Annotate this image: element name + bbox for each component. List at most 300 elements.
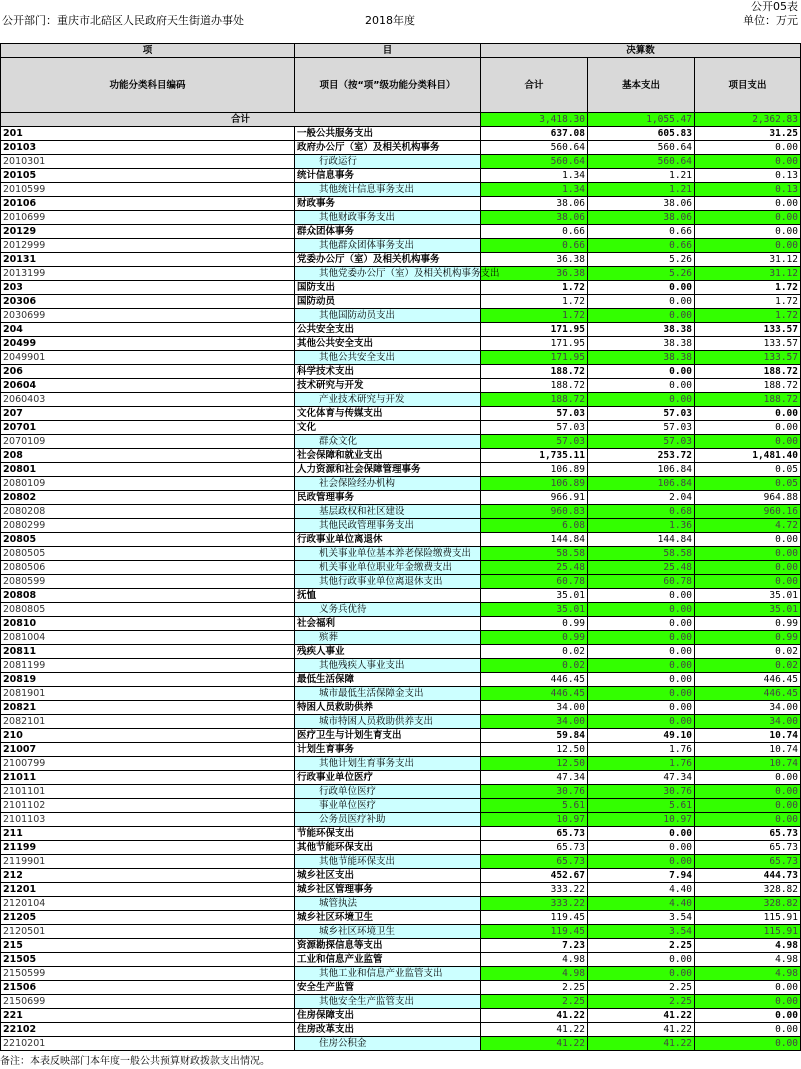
basic-cell: 38.38 — [588, 337, 695, 351]
code-cell: 215 — [1, 939, 295, 953]
item-name-cell: 城乡社区环境卫生 — [295, 925, 481, 939]
project-cell: 0.00 — [695, 1009, 801, 1023]
item-name-cell: 统计信息事务 — [295, 169, 481, 183]
total-cell: 36.38 — [481, 253, 588, 267]
item-name-cell: 医疗卫生与计划生育支出 — [295, 729, 481, 743]
basic-cell: 0.00 — [588, 379, 695, 393]
code-cell: 221 — [1, 1009, 295, 1023]
basic-cell: 57.03 — [588, 435, 695, 449]
basic-cell: 0.00 — [588, 631, 695, 645]
project-cell: 0.00 — [695, 211, 801, 225]
item-name-cell: 资源勘探信息等支出 — [295, 939, 481, 953]
column-header-row — [1, 58, 801, 113]
basic-cell: 38.06 — [588, 197, 695, 211]
project-cell: 0.00 — [695, 981, 801, 995]
item-name-cell: 住房改革支出 — [295, 1023, 481, 1037]
code-cell: 2082101 — [1, 715, 295, 729]
basic-cell: 0.00 — [588, 589, 695, 603]
total-cell: 0.02 — [481, 645, 588, 659]
basic-cell: 5.61 — [588, 799, 695, 813]
table-row — [1, 715, 801, 729]
total-cell: 1.34 — [481, 169, 588, 183]
project-cell: 31.12 — [695, 253, 801, 267]
total-cell: 119.45 — [481, 911, 588, 925]
project-cell: 34.00 — [695, 715, 801, 729]
table-row — [1, 827, 801, 841]
code-cell: 211 — [1, 827, 295, 841]
project-cell: 0.00 — [695, 771, 801, 785]
basic-cell: 0.00 — [588, 281, 695, 295]
total-cell: 25.48 — [481, 561, 588, 575]
code-cell: 20819 — [1, 673, 295, 687]
basic-cell: 38.38 — [588, 351, 695, 365]
basic-cell: 2.25 — [588, 995, 695, 1009]
table-row — [1, 435, 801, 449]
total-cell: 57.03 — [481, 407, 588, 421]
code-cell: 212 — [1, 869, 295, 883]
item-name-cell: 其他党委办公厅（室）及相关机构事务支出 — [295, 267, 481, 281]
total-cell: 41.22 — [481, 1009, 588, 1023]
table-row — [1, 183, 801, 197]
project-cell: 1,481.40 — [695, 449, 801, 463]
table-row — [1, 673, 801, 687]
basic-cell: 38.38 — [588, 323, 695, 337]
code-cell: 2101103 — [1, 813, 295, 827]
total-cell: 188.72 — [481, 393, 588, 407]
basic-cell: 0.00 — [588, 603, 695, 617]
project-cell: 1.72 — [695, 309, 801, 323]
basic-cell: 0.00 — [588, 295, 695, 309]
total-cell: 106.89 — [481, 463, 588, 477]
basic-cell: 0.00 — [588, 953, 695, 967]
code-cell: 21506 — [1, 981, 295, 995]
code-cell: 2210201 — [1, 1037, 295, 1051]
table-row — [1, 939, 801, 953]
table-row — [1, 393, 801, 407]
basic-cell: 2.04 — [588, 491, 695, 505]
basic-cell: 0.00 — [588, 617, 695, 631]
table-row — [1, 659, 801, 673]
code-cell: 2013199 — [1, 267, 295, 281]
item-name-cell: 抚恤 — [295, 589, 481, 603]
basic-cell: 0.66 — [588, 225, 695, 239]
table-row — [1, 967, 801, 981]
code-cell: 20306 — [1, 295, 295, 309]
item-name-cell: 科学技术支出 — [295, 365, 481, 379]
code-cell: 2049901 — [1, 351, 295, 365]
code-cell: 20805 — [1, 533, 295, 547]
table-row — [1, 869, 801, 883]
project-cell: 0.05 — [695, 463, 801, 477]
table-row — [1, 771, 801, 785]
code-cell: 2010599 — [1, 183, 295, 197]
code-cell: 2081199 — [1, 659, 295, 673]
basic-cell: 253.72 — [588, 449, 695, 463]
code-cell: 20801 — [1, 463, 295, 477]
project-cell: 0.02 — [695, 659, 801, 673]
table-row — [1, 267, 801, 281]
item-name-cell: 义务兵优待 — [295, 603, 481, 617]
basic-cell: 0.00 — [588, 841, 695, 855]
basic-cell: 1.36 — [588, 519, 695, 533]
total-project: 2,362.83 — [695, 113, 801, 127]
project-cell: 0.00 — [695, 575, 801, 589]
project-cell: 115.91 — [695, 925, 801, 939]
department-label: 公开部门：重庆市北碚区人民政府天生街道办事处 — [2, 14, 244, 27]
table-row — [1, 561, 801, 575]
table-row — [1, 925, 801, 939]
code-cell: 206 — [1, 365, 295, 379]
basic-cell: 4.40 — [588, 883, 695, 897]
project-cell: 0.05 — [695, 477, 801, 491]
project-cell: 65.73 — [695, 855, 801, 869]
basic-cell: 106.84 — [588, 463, 695, 477]
code-cell: 2101101 — [1, 785, 295, 799]
project-cell: 0.00 — [695, 421, 801, 435]
code-cell: 207 — [1, 407, 295, 421]
project-cell: 0.00 — [695, 785, 801, 799]
project-cell: 0.00 — [695, 407, 801, 421]
total-cell: 10.97 — [481, 813, 588, 827]
total-cell: 0.66 — [481, 239, 588, 253]
footnote: 备注：本表反映部门本年度一般公共预算财政拨款支出情况。 — [0, 1056, 270, 1067]
total-cell: 6.08 — [481, 519, 588, 533]
basic-cell: 49.10 — [588, 729, 695, 743]
total-cell: 446.45 — [481, 673, 588, 687]
total-cell: 1,735.11 — [481, 449, 588, 463]
basic-cell: 60.78 — [588, 575, 695, 589]
table-row — [1, 197, 801, 211]
table-row — [1, 407, 801, 421]
code-cell: 20105 — [1, 169, 295, 183]
project-cell: 133.57 — [695, 337, 801, 351]
basic-cell: 1.21 — [588, 169, 695, 183]
item-name-cell: 城市最低生活保障金支出 — [295, 687, 481, 701]
code-cell: 21007 — [1, 743, 295, 757]
basic-cell: 1.21 — [588, 183, 695, 197]
item-name-cell: 其他群众团体事务支出 — [295, 239, 481, 253]
item-name-cell: 其他节能环保支出 — [295, 855, 481, 869]
basic-cell: 0.00 — [588, 393, 695, 407]
code-cell: 2150599 — [1, 967, 295, 981]
item-name-cell: 基层政权和社区建设 — [295, 505, 481, 519]
project-cell: 0.00 — [695, 533, 801, 547]
code-cell: 2012999 — [1, 239, 295, 253]
table-row — [1, 519, 801, 533]
item-name-cell: 城乡社区环境卫生 — [295, 911, 481, 925]
item-name-cell: 机关事业单位基本养老保险缴费支出 — [295, 547, 481, 561]
item-name-cell: 群众文化 — [295, 435, 481, 449]
item-name-cell: 文化 — [295, 421, 481, 435]
basic-cell: 106.84 — [588, 477, 695, 491]
project-cell: 4.72 — [695, 519, 801, 533]
item-name-cell: 事业单位医疗 — [295, 799, 481, 813]
item-name-cell: 其他安全生产监管支出 — [295, 995, 481, 1009]
total-cell: 57.03 — [481, 421, 588, 435]
basic-cell: 2.25 — [588, 981, 695, 995]
table-row — [1, 281, 801, 295]
item-name-cell: 计划生育事务 — [295, 743, 481, 757]
col-header-code: 功能分类科目编码 — [1, 58, 295, 113]
code-cell: 2101102 — [1, 799, 295, 813]
total-cell: 637.08 — [481, 127, 588, 141]
code-cell: 20106 — [1, 197, 295, 211]
total-cell: 2.25 — [481, 981, 588, 995]
code-cell: 2081004 — [1, 631, 295, 645]
expenditure-table — [0, 43, 801, 1051]
basic-cell: 1.76 — [588, 743, 695, 757]
item-name-cell: 国防支出 — [295, 281, 481, 295]
code-cell: 20131 — [1, 253, 295, 267]
year-label: 2018年度 — [365, 14, 415, 27]
project-cell: 446.45 — [695, 687, 801, 701]
total-cell: 34.00 — [481, 701, 588, 715]
item-name-cell: 行政事业单位离退休 — [295, 533, 481, 547]
basic-cell: 25.48 — [588, 561, 695, 575]
total-cell: 41.22 — [481, 1023, 588, 1037]
basic-cell: 0.66 — [588, 239, 695, 253]
table-row — [1, 463, 801, 477]
basic-cell: 0.00 — [588, 967, 695, 981]
total-cell: 7.23 — [481, 939, 588, 953]
table-row — [1, 505, 801, 519]
project-cell: 188.72 — [695, 365, 801, 379]
header-line-1 — [0, 14, 800, 28]
project-cell: 328.82 — [695, 883, 801, 897]
basic-cell: 0.00 — [588, 687, 695, 701]
total-cell: 0.99 — [481, 617, 588, 631]
table-row — [1, 295, 801, 309]
project-cell: 960.16 — [695, 505, 801, 519]
basic-cell: 47.34 — [588, 771, 695, 785]
table-row — [1, 631, 801, 645]
item-name-cell: 其他统计信息事务支出 — [295, 183, 481, 197]
table-row — [1, 645, 801, 659]
basic-cell: 30.76 — [588, 785, 695, 799]
basic-cell: 2.25 — [588, 939, 695, 953]
total-cell: 57.03 — [481, 435, 588, 449]
code-cell: 20808 — [1, 589, 295, 603]
item-name-cell: 人力资源和社会保障管理事务 — [295, 463, 481, 477]
basic-cell: 0.00 — [588, 715, 695, 729]
item-name-cell: 行政单位医疗 — [295, 785, 481, 799]
total-total: 3,418.30 — [481, 113, 588, 127]
total-cell: 59.84 — [481, 729, 588, 743]
code-cell: 2080506 — [1, 561, 295, 575]
project-cell: 4.98 — [695, 967, 801, 981]
basic-cell: 0.00 — [588, 645, 695, 659]
table-row — [1, 225, 801, 239]
total-cell: 960.83 — [481, 505, 588, 519]
total-cell: 35.01 — [481, 589, 588, 603]
project-cell: 0.00 — [695, 239, 801, 253]
total-cell: 188.72 — [481, 365, 588, 379]
table-row — [1, 253, 801, 267]
code-cell: 20129 — [1, 225, 295, 239]
project-cell: 0.00 — [695, 813, 801, 827]
table-row — [1, 491, 801, 505]
code-cell: 2070109 — [1, 435, 295, 449]
code-cell: 201 — [1, 127, 295, 141]
basic-cell: 5.26 — [588, 267, 695, 281]
item-name-cell: 其他公共安全支出 — [295, 351, 481, 365]
table-row — [1, 743, 801, 757]
basic-cell: 3.54 — [588, 925, 695, 939]
table-row — [1, 351, 801, 365]
table-row — [1, 687, 801, 701]
code-cell: 2081901 — [1, 687, 295, 701]
project-cell: 10.74 — [695, 729, 801, 743]
table-row — [1, 141, 801, 155]
item-name-cell: 城乡社区支出 — [295, 869, 481, 883]
code-cell: 2120501 — [1, 925, 295, 939]
code-cell: 2030699 — [1, 309, 295, 323]
project-cell: 444.73 — [695, 869, 801, 883]
total-cell: 171.95 — [481, 351, 588, 365]
item-name-cell: 国防动员 — [295, 295, 481, 309]
basic-cell: 1.76 — [588, 757, 695, 771]
item-name-cell: 其他公共安全支出 — [295, 337, 481, 351]
item-name-cell: 安全生产监管 — [295, 981, 481, 995]
table-row — [1, 589, 801, 603]
code-cell: 2120104 — [1, 897, 295, 911]
code-cell: 22102 — [1, 1023, 295, 1037]
item-name-cell: 其他国防动员支出 — [295, 309, 481, 323]
item-name-cell: 最低生活保障 — [295, 673, 481, 687]
table-row — [1, 365, 801, 379]
code-cell: 2080599 — [1, 575, 295, 589]
table-id-label: 公开05表 — [751, 0, 798, 13]
item-name-cell: 住房公积金 — [295, 1037, 481, 1051]
code-cell: 21199 — [1, 841, 295, 855]
total-cell: 171.95 — [481, 323, 588, 337]
basic-cell: 38.06 — [588, 211, 695, 225]
basic-cell: 560.64 — [588, 141, 695, 155]
group-header-final-accounts: 决算数 — [481, 44, 801, 58]
total-cell: 119.45 — [481, 925, 588, 939]
table-row — [1, 449, 801, 463]
item-name-cell: 其他民政管理事务支出 — [295, 519, 481, 533]
group-header-item-2: 目 — [295, 44, 481, 58]
project-cell: 0.00 — [695, 995, 801, 1009]
basic-cell: 0.00 — [588, 659, 695, 673]
item-name-cell: 机关事业单位职业年金缴费支出 — [295, 561, 481, 575]
total-cell: 0.66 — [481, 225, 588, 239]
total-cell: 452.67 — [481, 869, 588, 883]
basic-cell: 0.00 — [588, 365, 695, 379]
project-cell: 65.73 — [695, 827, 801, 841]
project-cell: 65.73 — [695, 841, 801, 855]
table-row — [1, 729, 801, 743]
code-cell: 21205 — [1, 911, 295, 925]
project-cell: 31.25 — [695, 127, 801, 141]
table-row — [1, 477, 801, 491]
table-row — [1, 1023, 801, 1037]
item-name-cell: 公务员医疗补助 — [295, 813, 481, 827]
item-name-cell: 特困人员救助供养 — [295, 701, 481, 715]
table-row — [1, 1037, 801, 1051]
project-cell: 0.00 — [695, 547, 801, 561]
item-name-cell: 住房保障支出 — [295, 1009, 481, 1023]
table-row — [1, 421, 801, 435]
total-cell: 560.64 — [481, 141, 588, 155]
total-cell: 60.78 — [481, 575, 588, 589]
total-cell: 12.50 — [481, 757, 588, 771]
code-cell: 2080805 — [1, 603, 295, 617]
col-header-basic: 基本支出 — [588, 58, 695, 113]
total-cell: 966.91 — [481, 491, 588, 505]
table-row — [1, 897, 801, 911]
code-cell: 208 — [1, 449, 295, 463]
basic-cell: 41.22 — [588, 1023, 695, 1037]
col-header-project: 项目支出 — [695, 58, 801, 113]
total-cell: 1.72 — [481, 295, 588, 309]
code-cell: 2119901 — [1, 855, 295, 869]
code-cell: 2150699 — [1, 995, 295, 1009]
table-row — [1, 211, 801, 225]
project-cell: 446.45 — [695, 673, 801, 687]
basic-cell: 0.00 — [588, 673, 695, 687]
item-name-cell: 节能环保支出 — [295, 827, 481, 841]
item-name-cell: 行政事业单位医疗 — [295, 771, 481, 785]
total-cell: 5.61 — [481, 799, 588, 813]
basic-cell: 0.00 — [588, 827, 695, 841]
project-cell: 34.00 — [695, 701, 801, 715]
total-cell: 188.72 — [481, 379, 588, 393]
project-cell: 0.02 — [695, 645, 801, 659]
total-cell: 4.98 — [481, 967, 588, 981]
code-cell: 2060403 — [1, 393, 295, 407]
item-name-cell: 其他工业和信息产业监管支出 — [295, 967, 481, 981]
project-cell: 0.00 — [695, 225, 801, 239]
total-cell: 446.45 — [481, 687, 588, 701]
basic-cell: 57.03 — [588, 407, 695, 421]
basic-cell: 58.58 — [588, 547, 695, 561]
project-cell: 0.99 — [695, 617, 801, 631]
item-name-cell: 其他计划生育事务支出 — [295, 757, 481, 771]
total-cell: 47.34 — [481, 771, 588, 785]
code-cell: 2100799 — [1, 757, 295, 771]
code-cell: 204 — [1, 323, 295, 337]
table-row — [1, 169, 801, 183]
project-cell: 10.74 — [695, 743, 801, 757]
table-row — [1, 757, 801, 771]
col-header-total: 合计 — [481, 58, 588, 113]
total-cell: 35.01 — [481, 603, 588, 617]
item-name-cell: 其他行政事业单位离退休支出 — [295, 575, 481, 589]
total-cell: 30.76 — [481, 785, 588, 799]
total-basic: 1,055.47 — [588, 113, 695, 127]
table-row — [1, 1009, 801, 1023]
total-cell: 333.22 — [481, 883, 588, 897]
table-row — [1, 575, 801, 589]
project-cell: 0.00 — [695, 561, 801, 575]
basic-cell: 7.94 — [588, 869, 695, 883]
code-cell: 20811 — [1, 645, 295, 659]
table-row — [1, 239, 801, 253]
item-name-cell: 社会保险经办机构 — [295, 477, 481, 491]
code-cell: 2080109 — [1, 477, 295, 491]
item-name-cell: 一般公共服务支出 — [295, 127, 481, 141]
project-cell: 0.00 — [695, 155, 801, 169]
table-row — [1, 883, 801, 897]
item-name-cell: 城管执法 — [295, 897, 481, 911]
basic-cell: 41.22 — [588, 1037, 695, 1051]
project-cell: 0.13 — [695, 183, 801, 197]
basic-cell: 0.68 — [588, 505, 695, 519]
project-cell: 0.99 — [695, 631, 801, 645]
project-cell: 0.00 — [695, 1037, 801, 1051]
